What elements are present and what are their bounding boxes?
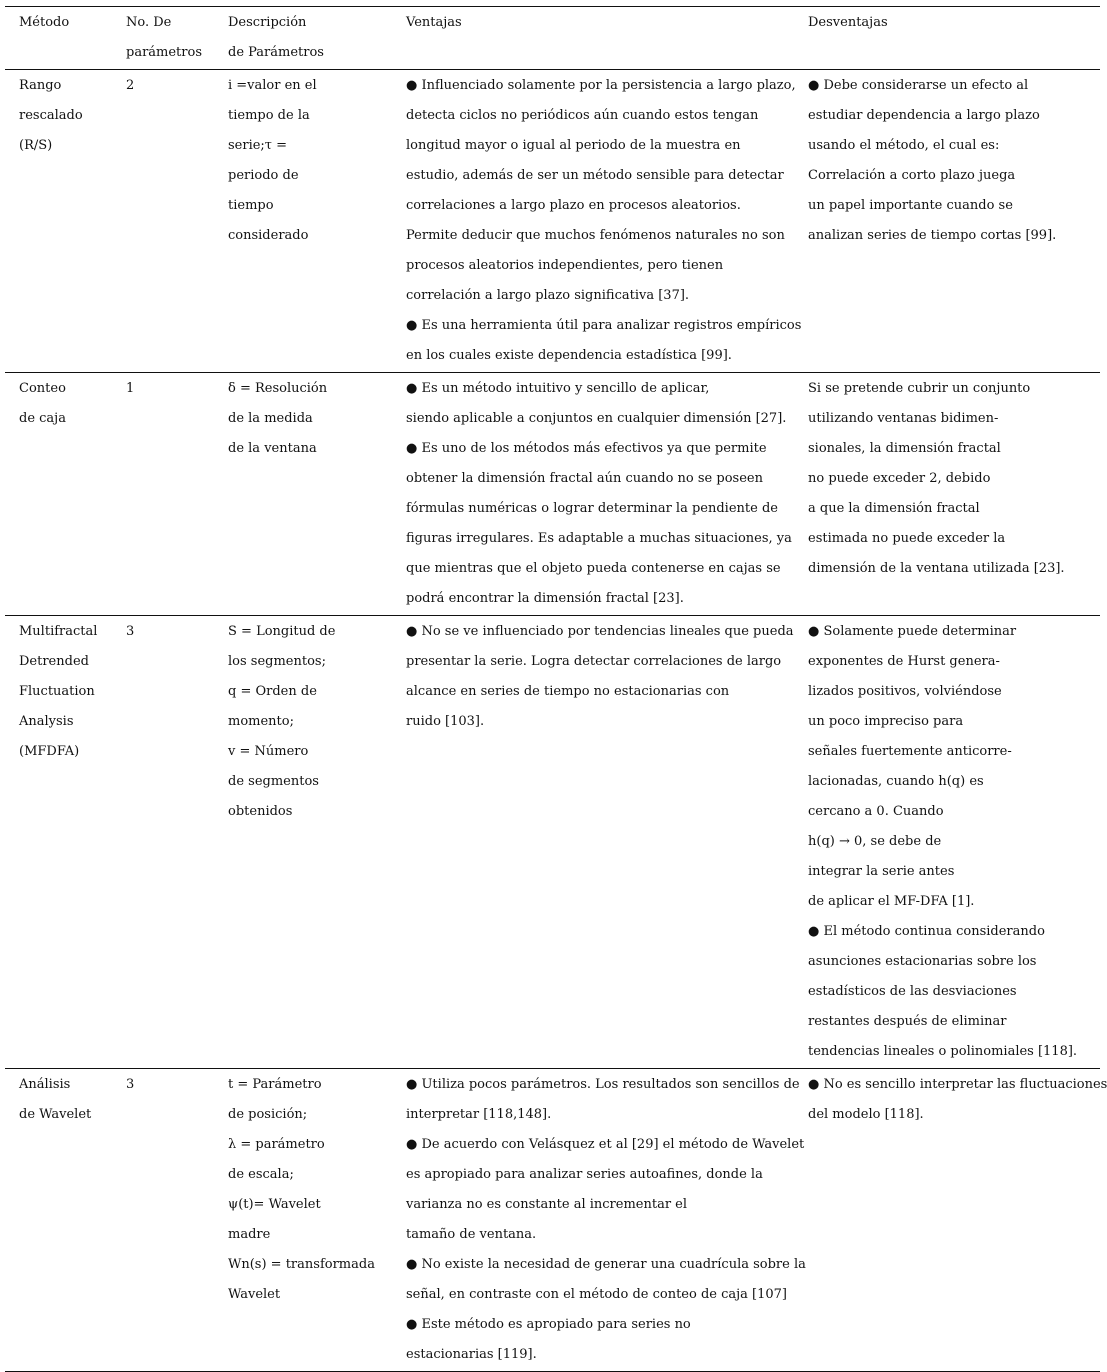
- cell-line: 3: [126, 1077, 135, 1092]
- cell-line: interpretar [118,148].: [406, 1107, 552, 1122]
- cell-line: ● Es uno de los métodos más efectivos ya que permite: [406, 441, 767, 456]
- cell-line: obtenidos: [228, 804, 293, 819]
- cell-line: correlaciones a largo plazo en procesos aleatorios.: [406, 198, 741, 213]
- cell-line: estadísticos de las desviaciones: [808, 984, 1017, 999]
- header-row: [5, 7, 1100, 70]
- cell-line: Si se pretende cubrir un conjunto: [808, 381, 1031, 396]
- cell-line: estimada no puede exceder la: [808, 531, 1006, 546]
- cell-line: no puede exceder 2, debido: [808, 471, 991, 486]
- cell-line: S = Longitud de: [228, 624, 336, 639]
- cell-line: de Wavelet: [19, 1107, 92, 1122]
- cell-line: h(q) → 0, se debe de: [808, 834, 942, 849]
- cell-desventajas: [794, 373, 1100, 616]
- cell-line: cercano a 0. Cuando: [808, 804, 944, 819]
- cell-line: periodo de: [228, 168, 299, 183]
- cell-line: Correlación a corto plazo juega: [808, 168, 1016, 183]
- cell-line: señales fuertemente anticorre-: [808, 744, 1012, 759]
- header-desventajas: Desventajas: [808, 15, 888, 30]
- cell-line: ● No se ve influenciado por tendencias lineales que pueda: [406, 624, 794, 639]
- cell-line: Análisis: [19, 1077, 71, 1092]
- cell-line: ● Es un método intuitivo y sencillo de aplicar,: [406, 381, 710, 396]
- cell-line: ● No es sencillo interpretar las fluctuaciones: [808, 1077, 1107, 1092]
- cell-line: analizan series de tiempo cortas [99].: [808, 228, 1057, 243]
- cell-line: estacionarias [119].: [406, 1347, 537, 1362]
- cell-metodo: [5, 373, 112, 616]
- cell-line: Wn(s) = transformada: [228, 1257, 375, 1272]
- cell-metodo: [5, 70, 112, 373]
- cell-line: Rango: [19, 78, 62, 93]
- cell-param-desc: [214, 373, 392, 616]
- header-num-param: No. De parámetros: [126, 15, 202, 60]
- cell-line: (MFDFA): [19, 744, 80, 759]
- cell-ventajas: [392, 1069, 806, 1372]
- cell-line: un papel importante cuando se: [808, 198, 1013, 213]
- cell-line: ● Es una herramienta útil para analizar registros empíricos: [406, 318, 802, 333]
- cell-param-desc: [214, 616, 392, 1069]
- cell-line: ψ(t)= Wavelet: [228, 1197, 321, 1212]
- cell-line: momento;: [228, 714, 294, 729]
- cell-line: podrá encontrar la dimensión fractal [23].: [406, 591, 684, 606]
- cell-line: restantes después de eliminar: [808, 1014, 1007, 1029]
- cell-line: 3: [126, 624, 135, 639]
- cell-line: Fluctuation: [19, 684, 95, 699]
- cell-line: presentar la serie. Logra detectar correlaciones de largo: [406, 654, 782, 669]
- cell-line: de caja: [19, 411, 66, 426]
- cell-line: t = Parámetro: [228, 1077, 322, 1092]
- cell-line: ruido [103].: [406, 714, 485, 729]
- cell-line: en los cuales existe dependencia estadística [99].: [406, 348, 732, 363]
- cell-line: un poco impreciso para: [808, 714, 964, 729]
- cell-line: Detrended: [19, 654, 89, 669]
- cell-num-param: [112, 1069, 214, 1372]
- cell-ventajas: [392, 70, 802, 373]
- cell-line: ● No existe la necesidad de generar una cuadrícula sobre la: [406, 1257, 806, 1272]
- cell-param-desc: [214, 70, 392, 373]
- table-row: [5, 616, 1100, 1069]
- cell-line: ● De acuerdo con Velásquez et al [29] el método de Wavelet: [406, 1137, 805, 1152]
- header-ventajas: Ventajas: [406, 15, 462, 30]
- cell-line: que mientras que el objeto pueda contenerse en cajas se: [406, 561, 781, 576]
- table-row: [5, 1069, 1100, 1372]
- cell-line: v = Número: [228, 744, 309, 759]
- cell-line: usando el método, el cual es:: [808, 138, 1000, 153]
- cell-line: obtener la dimensión fractal aún cuando no se poseen: [406, 471, 763, 486]
- cell-line: tendencias lineales o polinomiales [118].: [808, 1044, 1078, 1059]
- cell-desventajas: [794, 1069, 1107, 1372]
- cell-line: Conteo: [19, 381, 66, 396]
- cell-line: de posición;: [228, 1107, 308, 1122]
- cell-line: figuras irregulares. Es adaptable a muchas situaciones, ya: [406, 531, 792, 546]
- cell-line: ● Debe considerarse un efecto al: [808, 78, 1029, 93]
- header-descripcion: Descripción de Parámetros: [228, 15, 324, 60]
- cell-line: de aplicar el MF-DFA [1].: [808, 894, 975, 909]
- cell-line: ● El método continua considerando: [808, 924, 1045, 939]
- cell-line: dimensión de la ventana utilizada [23].: [808, 561, 1065, 576]
- table-row: [5, 70, 1100, 373]
- cell-desventajas: [794, 70, 1100, 373]
- cell-num-param: [112, 373, 214, 616]
- cell-num-param: [112, 70, 214, 373]
- cell-desventajas: [794, 616, 1100, 1069]
- table-row: [5, 373, 1100, 616]
- cell-line: de la medida: [228, 411, 313, 426]
- cell-num-param: [112, 616, 214, 1069]
- cell-line: serie;τ =: [228, 138, 288, 153]
- methods-table: [5, 6, 1107, 1372]
- cell-param-desc: [214, 1069, 392, 1372]
- cell-line: λ = parámetro: [228, 1137, 325, 1152]
- cell-line: madre: [228, 1227, 271, 1242]
- cell-line: estudio, además de ser un método sensible para detectar: [406, 168, 784, 183]
- cell-line: correlación a largo plazo significativa [37].: [406, 288, 690, 303]
- cell-line: a que la dimensión fractal: [808, 501, 980, 516]
- cell-ventajas: [392, 373, 794, 616]
- cell-line: Multifractal: [19, 624, 98, 639]
- cell-line: δ = Resolución: [228, 381, 328, 396]
- cell-line: ● Solamente puede determinar: [808, 624, 1017, 639]
- cell-line: siendo aplicable a conjuntos en cualquier dimensión [27].: [406, 411, 787, 426]
- cell-line: los segmentos;: [228, 654, 326, 669]
- cell-line: de la ventana: [228, 441, 317, 456]
- cell-line: es apropiado para analizar series autoafines, donde la: [406, 1167, 763, 1182]
- cell-line: ● Este método es apropiado para series no: [406, 1317, 691, 1332]
- cell-line: fórmulas numéricas o lograr determinar la pendiente de: [406, 501, 778, 516]
- cell-line: utilizando ventanas bidimen-: [808, 411, 999, 426]
- cell-line: ● Influenciado solamente por la persistencia a largo plazo,: [406, 78, 796, 93]
- cell-line: ● Utiliza pocos parámetros. Los resultados son sencillos de: [406, 1077, 800, 1092]
- cell-line: exponentes de Hurst genera-: [808, 654, 1000, 669]
- cell-line: detecta ciclos no periódicos aún cuando estos tengan: [406, 108, 759, 123]
- cell-line: tamaño de ventana.: [406, 1227, 537, 1242]
- cell-line: lizados positivos, volviéndose: [808, 684, 1002, 699]
- cell-line: q = Orden de: [228, 684, 317, 699]
- cell-line: señal, en contraste con el método de conteo de caja [107]: [406, 1287, 787, 1302]
- cell-line: de escala;: [228, 1167, 294, 1182]
- cell-line: estudiar dependencia a largo plazo: [808, 108, 1040, 123]
- cell-line: 2: [126, 78, 135, 93]
- cell-metodo: [5, 1069, 112, 1372]
- cell-line: tiempo de la: [228, 108, 310, 123]
- cell-line: Permite deducir que muchos fenómenos naturales no son: [406, 228, 785, 243]
- cell-line: de segmentos: [228, 774, 319, 789]
- cell-line: asunciones estacionarias sobre los: [808, 954, 1037, 969]
- cell-line: tiempo: [228, 198, 274, 213]
- cell-ventajas: [392, 616, 794, 1069]
- cell-line: integrar la serie antes: [808, 864, 955, 879]
- cell-line: lacionadas, cuando h(q) es: [808, 774, 984, 789]
- cell-line: procesos aleatorios independientes, pero tienen: [406, 258, 724, 273]
- cell-line: (R/S): [19, 138, 53, 153]
- cell-line: longitud mayor o igual al periodo de la muestra en: [406, 138, 741, 153]
- cell-line: 1: [126, 381, 135, 396]
- header-metodo: Método: [19, 15, 70, 30]
- cell-line: sionales, la dimensión fractal: [808, 441, 1001, 456]
- cell-line: del modelo [118].: [808, 1107, 924, 1122]
- cell-line: Wavelet: [228, 1287, 281, 1302]
- cell-metodo: [5, 616, 112, 1069]
- cell-line: rescalado: [19, 108, 83, 123]
- cell-line: i =valor en el: [228, 78, 317, 93]
- cell-line: considerado: [228, 228, 309, 243]
- cell-line: Analysis: [19, 714, 74, 729]
- cell-line: alcance en series de tiempo no estacionarias con: [406, 684, 730, 699]
- cell-line: varianza no es constante al incrementar el: [406, 1197, 688, 1212]
